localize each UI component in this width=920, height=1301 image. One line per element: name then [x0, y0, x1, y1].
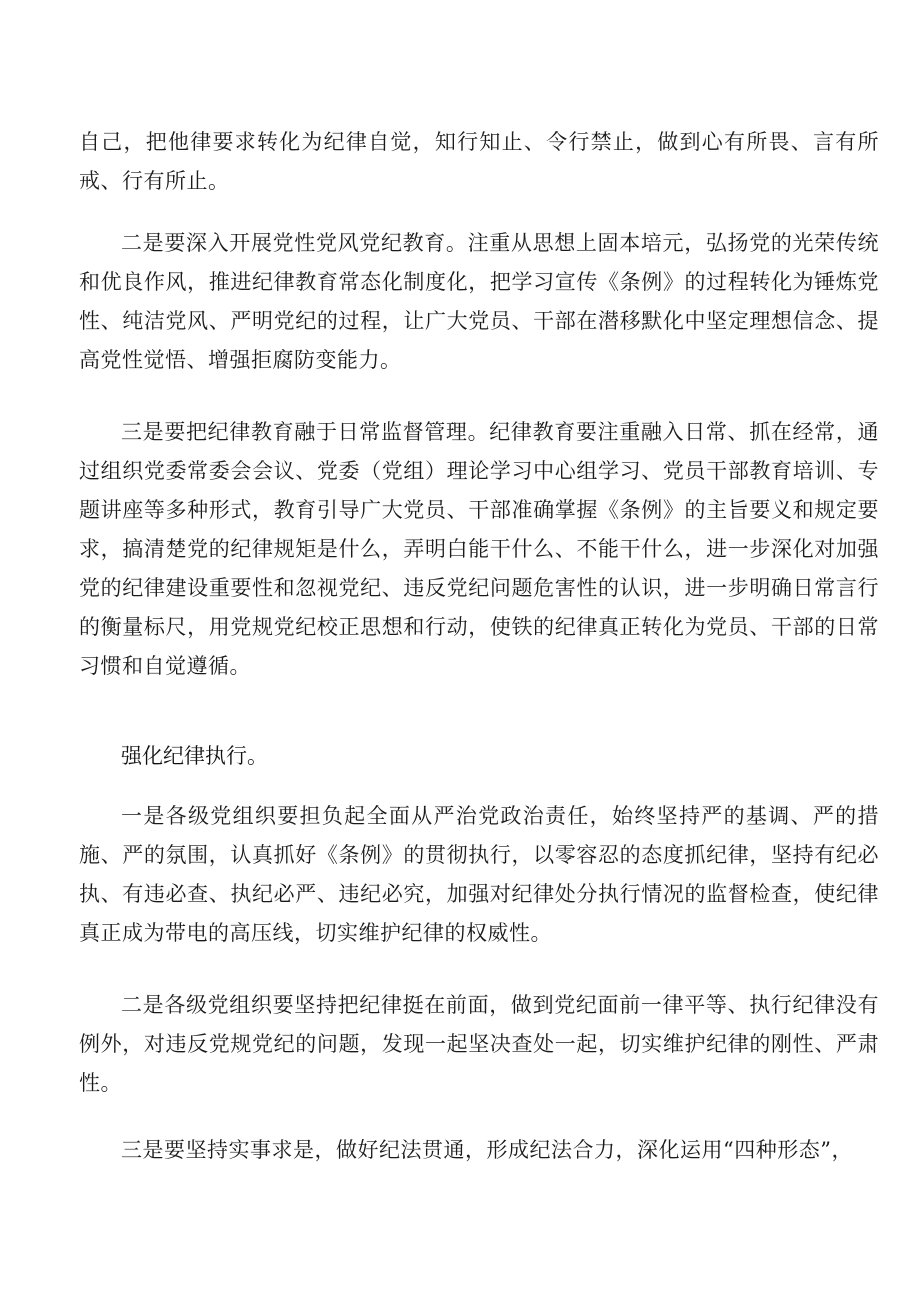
paragraph-execution-three: 三是要坚持实事求是，做好纪法贯通，形成纪法合力，深化运用“四种形态”， — [121, 1138, 853, 1162]
paragraph-execution-one: 一是各级党组织要担负起全面从严治党政治责任，始终坚持严的基调、严的措施、严的氛围，认真抓好《条例》的贯彻执行，以零容忍的态度抓纪律，坚持有纪必执、有违必查、执纪必严、违纪必究，加强对纪律处分执行情况的监督检查，使纪律真正成为带电的高压线，切实维护纪律的权威性。 — [79, 804, 879, 945]
paragraph-continued: 自己，把他律要求转化为纪律自觉，知行知止、令行禁止，做到心有所畏、言有所戒、行有所止。 — [79, 130, 879, 193]
paragraph-education: 二是要深入开展党性党风党纪教育。注重从思想上固本培元，弘扬党的光荣传统和优良作风，推进纪律教育常态化制度化，把学习宣传《条例》的过程转化为锤炼党性、纯洁党风、严明党纪的过程，让广大党员、干部在潜移默化中坚定理想信念、提高党性觉悟、增强拒腐防变能力。 — [79, 231, 879, 372]
paragraph-daily-supervision: 三是要把纪律教育融于日常监督管理。纪律教育要注重融入日常、抓在经常，通过组织党委常委会会议、党委（党组）理论学习中心组学习、党员干部教育培训、专题讲座等多种形式，教育引导广大党员、干部准确掌握《条例》的主旨要义和规定要求，搞清楚党的纪律规矩是什么，弄明白能干什么、不能干什么，进一步深化对加强党的纪律建设重要性和忽视党纪、违反党纪问题危害性的认识，进一步明确日常言行的衡量标尺，用党规党纪校正思想和行动，使铁的纪律真正转化为党员、干部的日常习惯和自觉遵循。 — [79, 420, 879, 678]
section-heading: 强化纪律执行。 — [121, 744, 268, 768]
paragraph-execution-two: 二是各级党组织要坚持把纪律挺在前面，做到党纪面前一律平等、执行纪律没有例外，对违反党规党纪的问题，发现一起坚决查处一起，切实维护纪律的刚性、严肃性。 — [79, 993, 879, 1095]
